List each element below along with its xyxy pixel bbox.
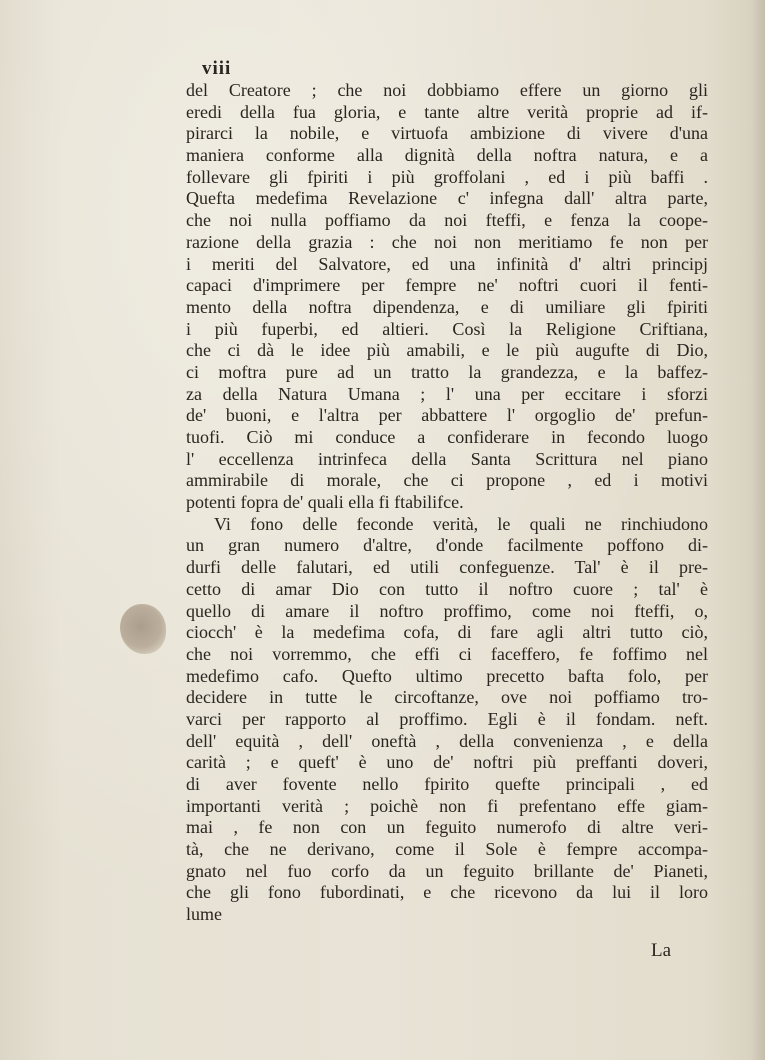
- text-line: eredi della fua gloria, e tante altre verità proprie ad if-: [186, 101, 708, 122]
- text-line: quello di amare il noftro proffimo, come noi fteffi, o,: [186, 600, 708, 621]
- text-line: carità ; e queft' è uno de' noftri più preffanti doveri,: [186, 752, 708, 773]
- text-line: gnato nel fuo corfo da un feguito brillante de' Pianeti,: [186, 860, 708, 881]
- text-line: medefimo cafo. Quefto ultimo precetto bafta folo, per: [186, 665, 708, 686]
- text-line: razione della grazia : che noi non meritiamo fe non per: [186, 231, 708, 252]
- text-line: mento della noftra dipendenza, e di umiliare gli fpiriti: [186, 296, 708, 317]
- text-line: maniera conforme alla dignità della noftra natura, e a: [186, 145, 708, 166]
- paper-stain: [120, 604, 166, 654]
- text-line: ci moftra pure ad un tratto la grandezza, e la baffez-: [186, 361, 708, 382]
- text-line: Vi fono delle feconde verità, le quali ne rinchiudono: [214, 513, 708, 534]
- text-line: del Creatore ; che noi dobbiamo effere un giorno gli: [186, 80, 708, 100]
- page-edge-shadow: [751, 0, 765, 1060]
- text-line: di aver fovente nello fpirito quefte principali , ed: [186, 774, 708, 794]
- text-line: lume: [186, 904, 222, 925]
- text-line: varci per rapporto al proffimo. Egli è il fondam. neft.: [186, 708, 708, 729]
- text-line: cetto di amar Dio con tutto il noftro cuore ; tal' è: [186, 578, 708, 599]
- text-line: follevare gli fpiriti i più groffolani , ed i più baffi .: [186, 166, 708, 187]
- text-line: che noi nulla poffiamo da noi fteffi, e fenza la coope-: [186, 210, 708, 231]
- text-line: mai , fe non con un feguito numerofo di altre veri-: [186, 817, 708, 838]
- body-text: [186, 80, 708, 926]
- text-line: tà, che ne derivano, come il Sole è fempre accompa-: [186, 839, 708, 860]
- text-line: l' eccellenza intrinfeca della Santa Scrittura nel piano: [186, 448, 708, 469]
- text-line: importanti verità ; poichè non fi prefentano effe giam-: [186, 795, 708, 816]
- text-line: decidere in tutte le circoftanze, ove noi poffiamo tro-: [186, 687, 708, 708]
- text-line: che noi vorremmo, che effi ci faceffero, fe foffimo nel: [186, 643, 708, 664]
- text-line: un gran numero d'altre, d'onde facilmente poffono di-: [186, 535, 708, 556]
- text-line: Quefta medefima Revelazione c' infegna dall' altra parte,: [186, 188, 708, 209]
- text-line: ciocch' è la medefima cofa, di fare agli altri tutto ciò,: [186, 622, 708, 643]
- page-number: viii: [202, 58, 232, 79]
- text-line: ammirabile di morale, che ci propone , ed i motivi: [186, 470, 708, 491]
- text-line: i più fuperbi, ed altieri. Così la Religione Criftiana,: [186, 318, 708, 339]
- catchword: La: [651, 940, 672, 961]
- text-line: potenti fopra de' quali ella fi ftabilifce.: [186, 492, 464, 513]
- text-line: za della Natura Umana ; l' una per eccitare i sforzi: [186, 383, 708, 404]
- text-line: che ci dà le idee più amabili, e le più augufte di Dio,: [186, 340, 708, 361]
- text-line: de' buoni, e l'altra per abbattere l' orgoglio de' prefun-: [186, 405, 708, 426]
- text-line: i meriti del Salvatore, ed una infinità d' altri principj: [186, 253, 708, 274]
- text-line: durfi delle falutari, ed utili confeguenze. Tal' è il pre-: [186, 557, 708, 578]
- text-line: che gli fono fubordinati, e che ricevono da lui il loro: [186, 882, 708, 903]
- text-line: pirarci la nobile, e virtuofa ambizione di vivere d'una: [186, 123, 708, 144]
- text-line: tuofi. Ciò mi conduce a confiderare in fecondo luogo: [186, 427, 708, 447]
- text-line: capaci d'imprimere per fempre ne' noftri cuori il fenti-: [186, 275, 708, 296]
- text-line: dell' equità , dell' oneftà , della convenienza , e della: [186, 730, 708, 751]
